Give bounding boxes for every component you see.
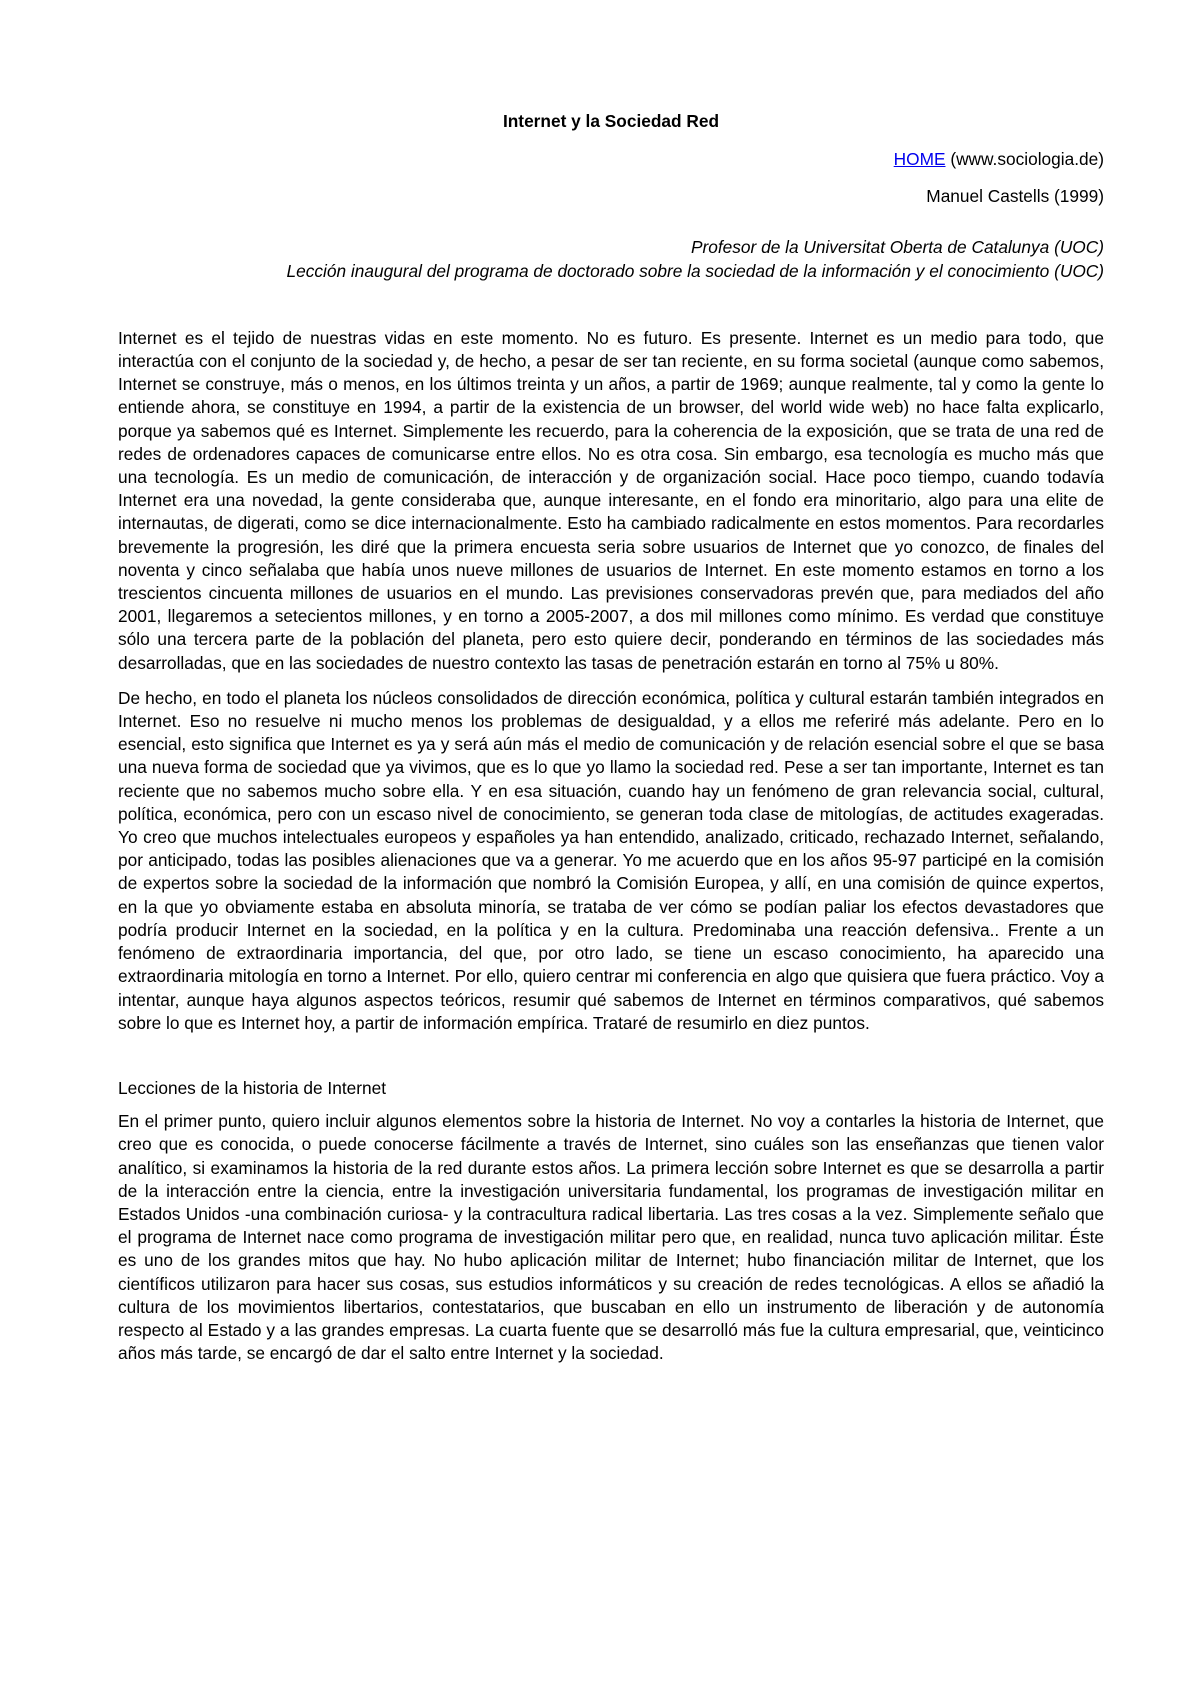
- site-url-text: (www.sociologia.de): [945, 149, 1104, 169]
- section-heading: Lecciones de la historia de Internet: [118, 1077, 387, 1098]
- affiliation-line-1: Profesor de la Universitat Oberta de Catalunya (UOC): [690, 237, 1104, 258]
- paragraph-society: De hecho, en todo el planeta los núcleos consolidados de dirección económica, política y cultural estarán también integrados en Internet. Eso no resuelve ni mucho menos los problemas de desigualdad, y a ellos me referiré más adelante. Pero en lo esencial, esto significa que Internet es ya y será aún más el medio de comunicación y de relación esencial sobre el que se basa una nueva forma de sociedad que ya vivimos, que es lo que yo llamo la sociedad red. Pese a ser tan importante, Internet es tan reciente que no sabemos mucho sobre ella. Y en esa situación, cuando hay un fenómeno de gran relevancia social, cultural, política, económica, pero con un escaso nivel de conocimiento, se generan toda clase de mitologías, de actitudes exageradas. Yo creo que muchos intelectuales europeos y españoles ya han entendido, analizado, criticado, rechazado Internet, señalando, por anticipado, todas las posibles alienaciones que va a generar. Yo me acuerdo que en los años 95-97 participé en la comisión de expertos sobre la sociedad de la información que nombró la Comisión Europea, y allí, en una comisión de quince expertos, en la que yo obviamente estaba en absoluta minoría, se trataba de ver cómo se podían paliar los efectos devastadores que podría producir Internet en la sociedad, en la política y en la cultura. Predominaba una reacción defensiva.. Frente a un fenómeno de extraordinaria importancia, del que, por otro lado, se tiene un escaso conocimiento, ha aparecido una extraordinaria mitología en torno a Internet. Por ello, quiero centrar mi conferencia en algo que quisiera que fuera práctico. Voy a intentar, aunque haya algunos aspectos teóricos, resumir qué sabemos de Internet en términos comparativos, qué sabemos sobre lo que es Internet hoy, a partir de información empírica. Trataré de resumirlo en diez puntos.: [118, 687, 1104, 1033]
- paragraph-intro: Internet es el tejido de nuestras vidas en este momento. No es futuro. Es presente. Internet es un medio para todo, que interactúa con el conjunto de la sociedad y, de hecho, a pesar de ser tan reciente, en su forma societal (aunque como sabemos, Internet se construye, más o menos, en los últimos treinta y un años, a partir de 1969; aunque realmente, tal y como la gente lo entiende ahora, se constituye en 1994, a partir de la existencia de un browser, del world wide web) no hace falta explicarlo, porque ya sabemos qué es Internet. Simplemente les recuerdo, para la coherencia de la exposición, que se trata de una red de redes de ordenadores capaces de comunicarse entre ellos. No es otra cosa. Sin embargo, esa tecnología es mucho más que una tecnología. Es un medio de comunicación, de interacción y de organización social. Hace poco tiempo, cuando todavía Internet era una novedad, la gente consideraba que, aunque interesante, en el fondo era minoritario, algo para una elite de internautas, de digerati, como se dice internacionalmente. Esto ha cambiado radicalmente en estos momentos. Para recordarles brevemente la progresión, les diré que la primera encuesta seria sobre usuarios de Internet que yo conozco, de finales del noventa y cinco señalaba que había unos nueve millones de usuarios de Internet. En este momento estamos en torno a los trescientos cincuenta millones de usuarios en el mundo. Las previsiones conservadoras prevén que, para mediados del año 2001, llegaremos a setecientos millones, y en torno a 2005-2007, a dos mil millones como mínimo. Es verdad que constituye sólo una tercera parte de la población del planeta, pero esto quiere decir, ponderando en términos de las sociedades más desarrolladas, que en las sociedades de nuestro contexto las tasas de penetración estarán en torno al 75% u 80%.: [118, 327, 1104, 673]
- author-line: Manuel Castells (1999): [926, 186, 1104, 207]
- affiliation-line-2: Lección inaugural del programa de doctorado sobre la sociedad de la información y el conocimiento (UOC): [286, 260, 1104, 281]
- home-line: [118, 148, 1104, 171]
- home-link[interactable]: HOME: [893, 149, 946, 169]
- document-title: Internet y la Sociedad Red: [502, 111, 720, 131]
- paragraph-history: En el primer punto, quiero incluir algunos elementos sobre la historia de Internet. No voy a contarles la historia de Internet, que creo que es conocida, o puede conocerse fácilmente a través de Internet, sino cuáles son las enseñanzas que tienen valor analítico, si examinamos la historia de la red durante estos años. La primera lección sobre Internet es que se desarrolla a partir de la interacción entre la ciencia, entre la investigación universitaria fundamental, los programas de investigación militar en Estados Unidos -una combinación curiosa- y la contracultura radical libertaria. Las tres cosas a la vez. Simplemente señalo que el programa de Internet nace como programa de investigación militar pero que, en realidad, nunca tuvo aplicación militar. Éste es uno de los grandes mitos que hay. No hubo aplicación militar de Internet; hubo financiación militar de Internet, que los científicos utilizaron para hacer sus cosas, sus estudios informáticos y su creación de redes tecnológicas. A ellos se añadió la cultura de los movimientos libertarios, contestatarios, que buscaban en ello un instrumento de liberación y de autonomía respecto al Estado y a las grandes empresas. La cuarta fuente que se desarrolló más fue la cultura empresarial, que, veinticinco años más tarde, se encargó de dar el salto entre Internet y la sociedad.: [118, 1111, 1104, 1364]
- affiliation-block: [118, 236, 1104, 282]
